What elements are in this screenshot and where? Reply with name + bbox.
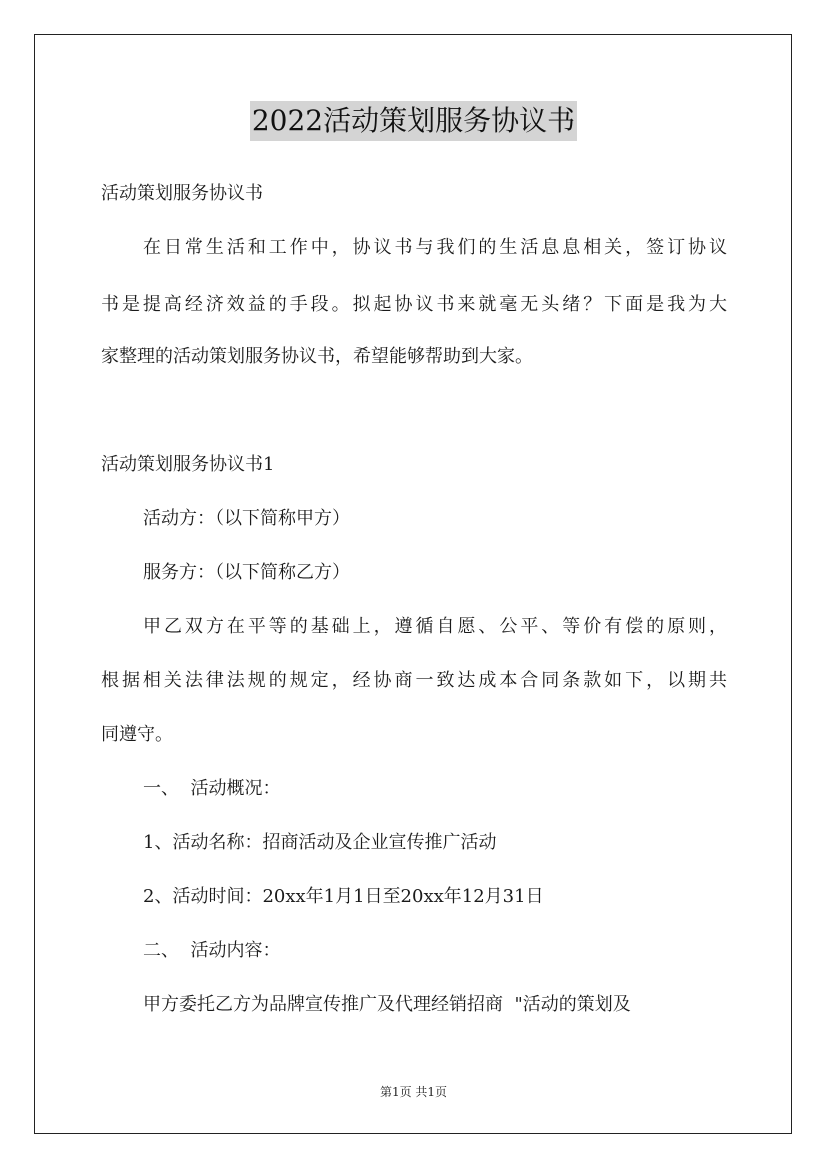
paragraph-line: 书是提高经济效益的手段。拟起协议书来就毫无头绪？下面是我为大 — [101, 294, 727, 315]
clause-item: 2、活动时间：20xx年1月1日至20xx年12月31日 — [143, 886, 544, 907]
paragraph-line: 甲方委托乙方为品牌宣传推广及代理经销招商 "活动的策划及 — [143, 994, 631, 1015]
paragraph-line: 根据相关法律法规的规定，经协商一致达成本合同条款如下，以期共 — [101, 670, 727, 691]
subtitle-line: 活动策划服务协议书 — [101, 183, 263, 204]
document-title — [0, 101, 827, 141]
section-heading: 活动策划服务协议书1 — [101, 454, 275, 475]
clause-heading: 一、 活动概况： — [143, 778, 281, 799]
paragraph-line: 家整理的活动策划服务协议书，希望能够帮助到大家。 — [101, 346, 533, 367]
page-footer: 第1页 共1页 — [379, 1085, 448, 1099]
clause-item: 1、活动名称：招商活动及企业宣传推广活动 — [143, 832, 497, 853]
paragraph-line: 甲乙双方在平等的基础上，遵循自愿、公平、等价有偿的原则， — [143, 616, 727, 637]
paragraph-line: 同遵守。 — [101, 724, 173, 745]
document-title-text: 2022活动策划服务协议书 — [250, 101, 577, 141]
paragraph-line: 在日常生活和工作中，协议书与我们的生活息息相关，签订协议 — [143, 237, 727, 258]
party-line: 服务方：（以下简称乙方） — [143, 562, 350, 583]
clause-heading: 二、 活动内容： — [143, 940, 281, 961]
party-line: 活动方：（以下简称甲方） — [143, 508, 350, 529]
